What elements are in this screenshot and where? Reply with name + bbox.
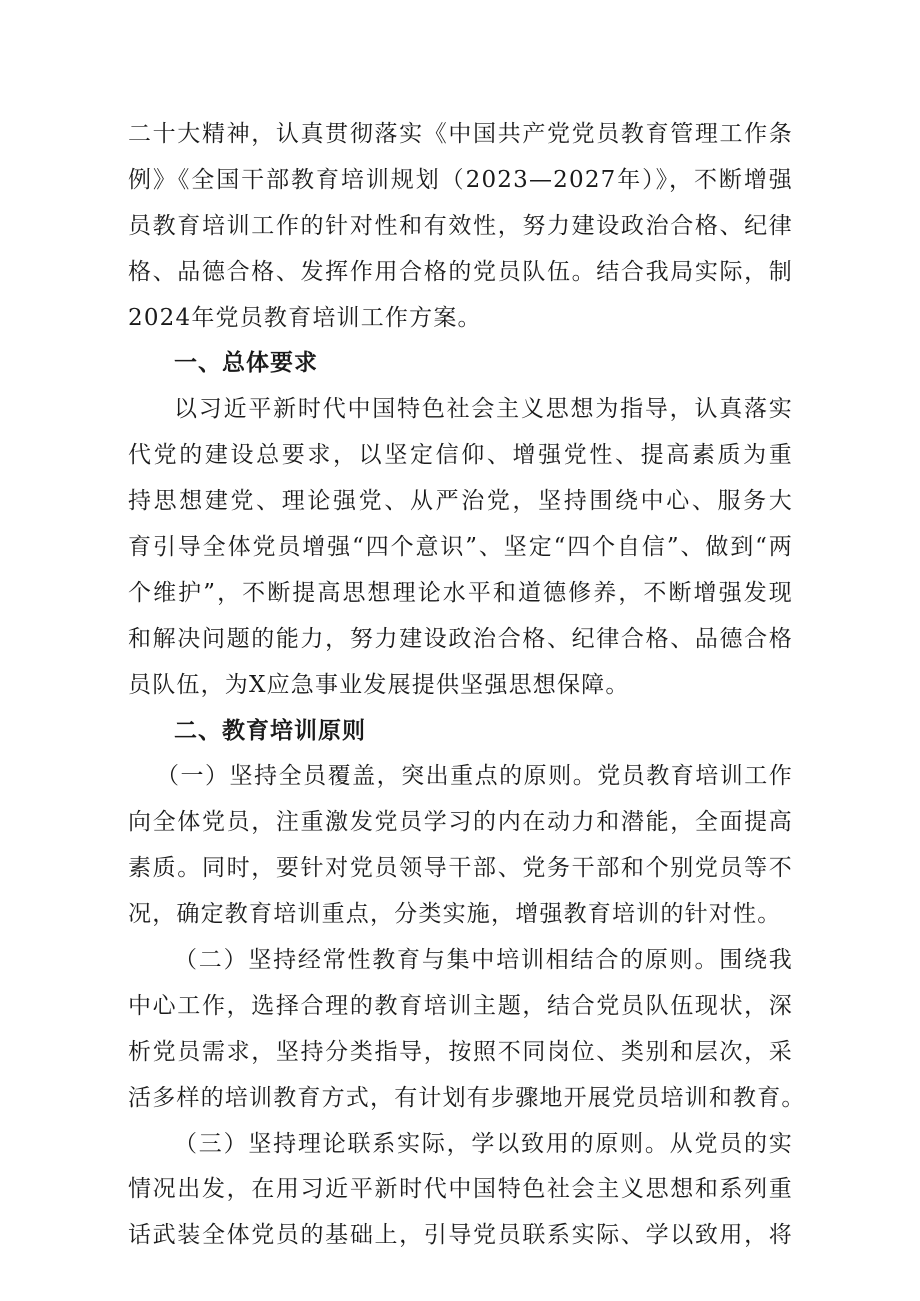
body-text-line: 格、品德合格、发挥作用合格的党员队伍。结合我局实际，制 — [128, 258, 793, 285]
body-text-line: 和解决问题的能力，努力建设政治合格、纪律合格、品德合格 — [128, 625, 793, 652]
body-text-line: 话武装全体党员的基础上，引导党员联系实际、学以致用，将 — [128, 1222, 793, 1249]
body-text-line: 持思想建党、理论强党、从严治党，坚持围绕中心、服务大 — [128, 488, 793, 515]
body-text-line: （三）坚持理论联系实际，学以致用的原则。从党员的实 — [174, 1130, 793, 1157]
body-text-line: 例》《全国干部教育培训规划（2023—2027年）》，不断增强 — [128, 166, 793, 193]
body-text-line: 员教育培训工作的针对性和有效性，努力建设政治合格、纪律 — [128, 212, 793, 239]
body-text-line: 况，确定教育培训重点，分类实施，增强教育培训的针对性。 — [128, 901, 782, 928]
body-text-line: 析党员需求，坚持分类指导，按照不同岗位、类别和层次，采 — [128, 1038, 793, 1065]
body-text-line: 以习近平新时代中国特色社会主义思想为指导，认真落实 — [174, 396, 793, 423]
section-heading: 一、总体要求 — [174, 350, 318, 377]
document-page — [128, 112, 806, 1259]
body-text-line: 员队伍，为X应急事业发展提供坚强思想保障。 — [128, 671, 630, 698]
body-text-line: 育引导全体党员增强“四个意识”、坚定“四个自信”、做到“两 — [128, 534, 793, 561]
body-text-line: 个维护”，不断提高思想理论水平和道德修养，不断增强发现 — [128, 579, 793, 606]
section-heading: 二、教育培训原则 — [174, 717, 366, 744]
body-text-line: （二）坚持经常性教育与集中培训相结合的原则。围绕我 — [174, 947, 793, 974]
body-text-line: 活多样的培训教育方式，有计划有步骤地开展党员培训和教育。 — [128, 1084, 806, 1111]
body-text-line: 二十大精神，认真贯彻落实《中国共产党党员教育管理工作条 — [128, 121, 793, 147]
body-text-line: 中心工作，选择合理的教育培训主题，结合党员队伍现状，深 — [128, 992, 793, 1019]
body-text-line: （一）坚持全员覆盖，突出重点的原则。党员教育培训工作 — [156, 763, 793, 790]
body-text-line: 向全体党员，注重激发党员学习的内在动力和潜能，全面提高 — [128, 809, 793, 836]
body-text-line: 情况出发，在用习近平新时代中国特色社会主义思想和系列重 — [128, 1176, 793, 1203]
body-text-line: 代党的建设总要求，以坚定信仰、增强党性、提高素质为重 — [128, 442, 793, 469]
body-text-line: 素质。同时，要针对党员领导干部、党务干部和个别党员等不 — [128, 855, 793, 882]
body-text-line: 2024年党员教育培训工作方案。 — [128, 304, 482, 331]
